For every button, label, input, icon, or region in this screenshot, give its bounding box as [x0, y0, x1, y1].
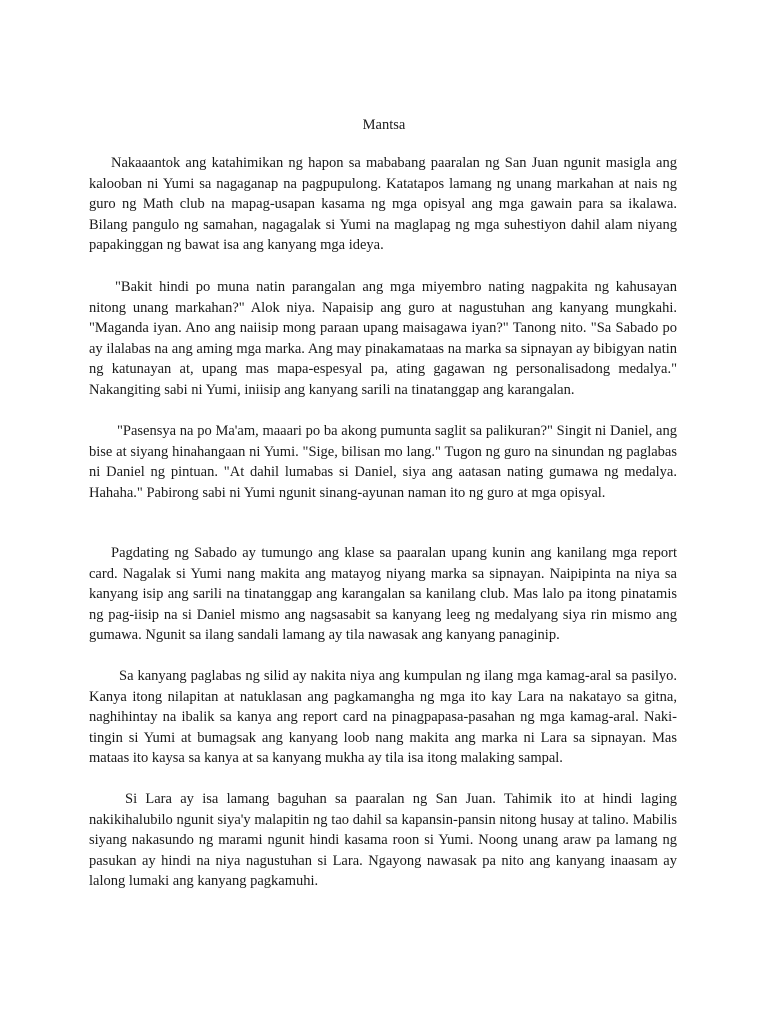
paragraph-5: Sa kanyang paglabas ng silid ay nakita niya ang kumpulan ng ilang mga kamag-aral sa pasilyo. Kanya itong nilapitan at natuklasan ang pagkamangha ng mga ito kay Lara na nakatayo sa gitna, naghihintay na ibalik sa kanya ang report card na pinagpapasa-pasahan ng mga kamag-aral. Naki-tingin si Yumi at bumagsak ang kanyang loob nang makita ang marka ni Lara sa sipnayan. Mas mataas ito kaysa sa kanya at sa kanyang mukha ay tila isa itong malaking sampal.	[89, 668, 677, 766]
paragraph-1: Nakaaantok ang katahimikan ng hapon sa mababang paaralan ng San Juan ngunit masigla ang kalooban ni Yumi sa nagaganap na pagpupulong. Katatapos lamang ng unang markahan at nais ng guro ng Math club na mapag-usapan kasama ng mga opisyal ang mga gawain para sa ikalawa. Bilang pangulo ng samahan, nagagalak si Yumi na maglapag ng mga suhestiyon dahil alam niyang papakinggan ng bawat isa ang kanyang mga ideya.	[89, 155, 677, 253]
paragraph-3: "Pasensya na po Ma'am, maaari po ba akong pumunta saglit sa palikuran?" Singit ni Daniel, ang bise at siyang hinahangaan ni Yumi. "Sige, bilisan mo lang." Tugon ng guro na sinundan ng paglabas ni Daniel ng pintuan. "At dahil lumabas si Daniel, siya ang aatasan nating gumawa ng medalya. Hahaha." Pabirong sabi ni Yumi ngunit sinang-ayunan naman ito ng guro at mga opisyal.	[89, 423, 677, 501]
paragraph-6: Si Lara ay isa lamang baguhan sa paaralan ng San Juan. Tahimik ito at hindi laging nakikihalubilo ngunit siya'y malapitin ng tao dahil sa kapansin-pansin nitong husay at talino. Mabilis siyang nakasundo ng marami ngunit hindi kasama roon si Yumi. Noong unang araw pa lamang ng pasukan ay hindi na niya nagustuhan si Lara. Ngayong nawasak pa nito ang kanyang inaasam ay lalong lumaki ang kanyang pagkamuhi.	[89, 791, 677, 889]
paragraph-4: Pagdating ng Sabado ay tumungo ang klase sa paaralan upang kunin ang kanilang mga report card. Nagalak si Yumi nang makita ang matayog niyang marka sa sipnayan. Naipipinta na niya sa kanyang isip ang sarili na tinatanggap ang karangalan sa kanilang club. Mas lalo pa itong pinatamis ng pag-iisip na si Daniel mismo ang nagsasabit sa kanyang leeg ng medalyang siya rin mismo ang gumawa. Ngunit sa ilang sandali lamang ay tila nawasak ang kanyang panaginip.	[89, 545, 677, 643]
document-title: Mantsa	[362, 117, 406, 133]
paragraph-2: "Bakit hindi po muna natin parangalan ang mga miyembro nating nagpakita ng kahusayan nitong unang markahan?" Alok niya. Napaisip ang guro at nagustuhan ang kanyang mungkahi. "Maganda iyan. Ano ang naiisip mong paraan upang maisagawa iyan?" Tanong nito. "Sa Sabado po ay ilalabas na ang aming mga marka. Ang may pinakamataas na marka sa sipnayan ay bibigyan natin ng katunayan at, upang mas mapa-espesyal pa, ating gagawan ng personalisadong medalya." Nakangiting sabi ni Yumi, iniisip ang kanyang sarili na tinatanggap ang karangalan.	[89, 279, 677, 398]
